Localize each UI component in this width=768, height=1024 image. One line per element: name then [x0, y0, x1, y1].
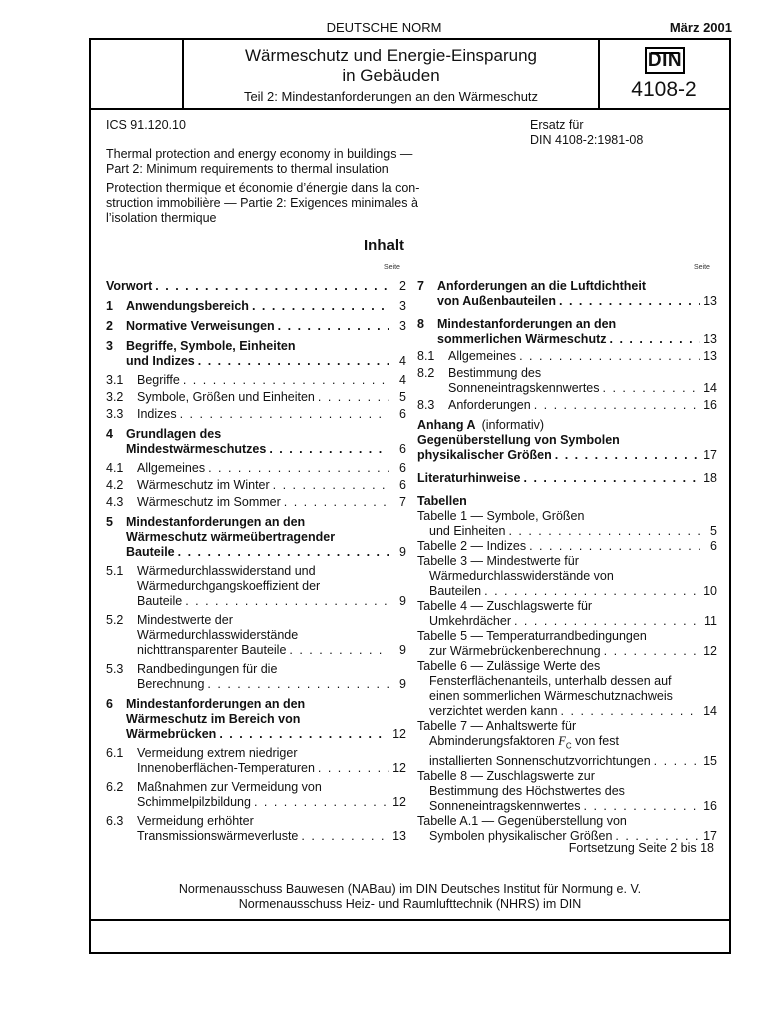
committee-line-1: Normenausschuss Bauwesen (NABau) im DIN Deutsches Institut für Normung e. V. — [178, 882, 642, 896]
toc-table-a1[interactable]: Tabelle A.1 — Gegenüberstellung von Symbolen physikalischer Größen . . . 17 — [417, 814, 717, 844]
toc-table-1[interactable]: Tabelle 1 — Symbole, Größen und Einheiten . . . 5 — [417, 509, 717, 539]
title-line-2: in Gebäuden — [342, 66, 440, 85]
din-number: 4108-2 — [631, 78, 697, 101]
toc-entry-7[interactable]: 7 Anforderungen an die Luftdichtheit von Außenbauteilen . . . 13 — [417, 279, 717, 309]
toc-entry-1[interactable]: 1 Anwendungsbereich . . . 3 — [106, 299, 406, 314]
toc-entry-5-1[interactable]: 5.1 Wärmedurchlasswiderstand und Wärmedurchgangskoeffizient der Bauteile . . . 9 — [106, 564, 406, 609]
toc-entry-vorwort[interactable]: Vorwort . . . 2 — [106, 279, 406, 294]
toc-table-5[interactable]: Tabelle 5 — Temperaturrandbedingungen zur Wärmebrückenberechnung . . . 12 — [417, 629, 717, 659]
toc-entry-8[interactable]: 8 Mindestanforderungen an den sommerlichen Wärmeschutz . . . 13 — [417, 317, 717, 347]
toc-entry-4-1[interactable]: 4.1 Allgemeines . . . 6 — [106, 461, 406, 476]
toc-table-6[interactable]: Tabelle 6 — Zulässige Werte des Fensterflächenanteils, unterhalb dessen auf einen sommerlichen Wärmeschutznachweis verzichtet werden kann . . . 14 — [417, 659, 717, 719]
toc-entry-3-3[interactable]: 3.3 Indizes . . . 6 — [106, 407, 406, 422]
toc-entry-6[interactable]: 6 Mindestanforderungen an den Wärmeschutz im Bereich von Wärmebrücken . . . 12 — [106, 697, 406, 742]
toc-entry-3[interactable]: 3 Begriffe, Symbole, Einheiten und Indizes . . . 4 — [106, 339, 406, 369]
toc-entry-2[interactable]: 2 Normative Verweisungen . . . 3 — [106, 319, 406, 334]
toc-entry-5-3[interactable]: 5.3 Randbedingungen für die Berechnung . . . 9 — [106, 662, 406, 692]
page-column-label-right: Seite — [694, 264, 710, 271]
toc-entry-6-2[interactable]: 6.2 Maßnahmen zur Vermeidung von Schimmelpilzbildung . . . 12 — [106, 780, 406, 810]
toc-entry-literature[interactable]: Literaturhinweise . . . 18 — [417, 471, 717, 486]
toc-entry-3-2[interactable]: 3.2 Symbole, Größen und Einheiten . . . 5 — [106, 390, 406, 405]
toc-entry-8-2[interactable]: 8.2 Bestimmung des Sonneneintragskennwertes . . . 14 — [417, 366, 717, 396]
continuation-note: Fortsetzung Seite 2 bis 18 — [568, 841, 714, 855]
ics-code: ICS 91.120.10 — [106, 118, 186, 132]
toc-entry-4-3[interactable]: 4.3 Wärmeschutz im Sommer . . . 7 — [106, 495, 406, 510]
header-divider — [89, 108, 731, 110]
toc-entry-8-3[interactable]: 8.3 Anforderungen . . . 16 — [417, 398, 717, 413]
committee-line-2: Normenausschuss Heiz- und Raumlufttechnik (NHRS) im DIN — [238, 897, 582, 911]
subtitle: Teil 2: Mindestanforderungen an den Wärmeschutz — [243, 89, 539, 104]
norm-label: DEUTSCHE NORM — [326, 20, 442, 35]
footer-divider — [89, 919, 731, 921]
toc-entry-6-3[interactable]: 6.3 Vermeidung erhöhter Transmissionswärmeverluste . . . 13 — [106, 814, 406, 844]
toc-entry-3-1[interactable]: 3.1 Begriffe . . . 4 — [106, 373, 406, 388]
toc-entry-6-1[interactable]: 6.1 Vermeidung extrem niedriger Innenoberflächen-Temperaturen . . . 12 — [106, 746, 406, 776]
toc-table-8[interactable]: Tabelle 8 — Zuschlagswerte zur Bestimmung des Höchstwertes des Sonneneintragskennwertes . . . 16 — [417, 769, 717, 814]
english-title: Thermal protection and energy economy in buildings — Part 2: Minimum requirements to thermal insulation — [106, 147, 413, 176]
replaces-label: Ersatz für — [530, 118, 584, 132]
replaces-value: DIN 4108-2:1981-08 — [530, 133, 644, 147]
title-line-1: Wärmeschutz und Energie-Einsparung — [245, 46, 537, 65]
toc-table-4[interactable]: Tabelle 4 — Zuschlagswerte für Umkehrdächer . . . 11 — [417, 599, 717, 629]
toc-right-column — [417, 279, 717, 844]
toc-table-3[interactable]: Tabelle 3 — Mindestwerte für Wärmedurchlasswiderstände von Bauteilen . . . 10 — [417, 554, 717, 599]
toc-table-2[interactable]: Tabelle 2 — Indizes . . . 6 — [417, 539, 717, 554]
toc-entry-4-2[interactable]: 4.2 Wärmeschutz im Winter . . . 6 — [106, 478, 406, 493]
page-column-label-left: Seite — [384, 264, 400, 271]
toc-entry-8-1[interactable]: 8.1 Allgemeines . . . 13 — [417, 349, 717, 364]
publication-date: März 2001 — [669, 20, 732, 35]
toc-table-7[interactable]: Tabelle 7 — Anhaltswerte für Abminderungsfaktoren $F_C$ von fest installierten Sonnenschutzvorrichtungen . . . 15 — [417, 719, 717, 769]
document-title-block — [184, 46, 598, 104]
toc-entry-5-2[interactable]: 5.2 Mindestwerte der Wärmedurchlasswiderstände nichttransparenter Bauteile . . . 9 — [106, 613, 406, 658]
toc-entry-annex-a[interactable]: Anhang A (informativ) Gegenüberstellung von Symbolen physikalischer Größen . . . 17 — [417, 418, 717, 463]
toc-left-column — [106, 279, 406, 844]
tables-heading: Tabellen — [417, 494, 467, 508]
french-title: Protection thermique et économie d’énergie dans la con- struction immobilière — Partie 2: Exigences minimales à l’isolation thermique — [106, 181, 420, 225]
toc-entry-4[interactable]: 4 Grundlagen des Mindestwärmeschutzes . . . 6 — [106, 427, 406, 457]
din-logo: DIN — [645, 47, 685, 74]
toc-entry-5[interactable]: 5 Mindestanforderungen an den Wärmeschutz wärmeübertragender Bauteile . . . 9 — [106, 515, 406, 560]
contents-heading: Inhalt — [364, 237, 404, 254]
